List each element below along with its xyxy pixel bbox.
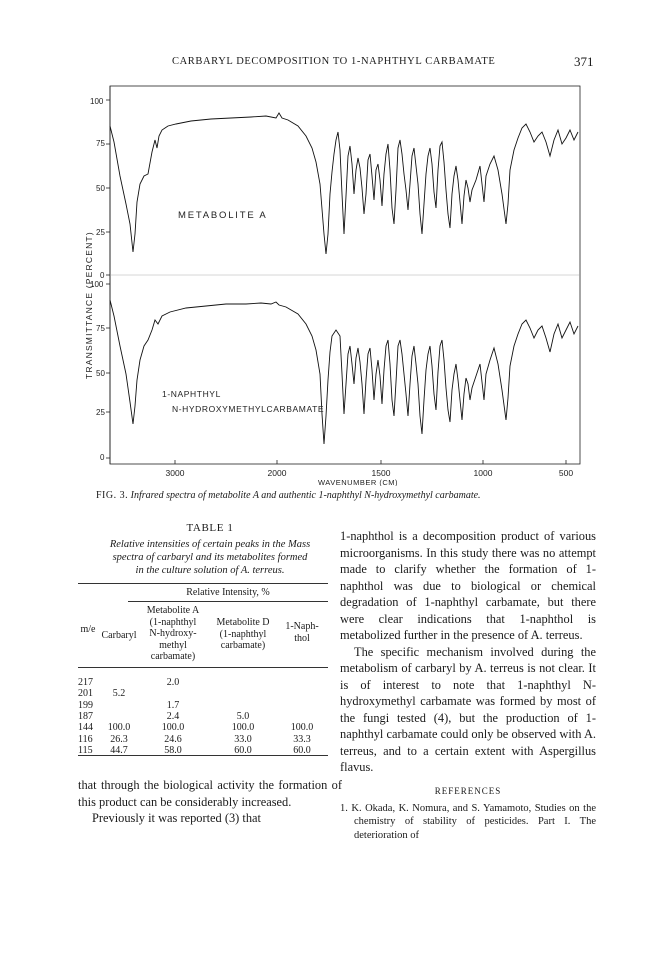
bottom-panel-label-line2: N-HYDROXYMETHYLCARBAMATE <box>172 404 325 414</box>
table-cell: 116 <box>78 733 93 745</box>
table-cell: 217 <box>78 677 93 688</box>
paragraph: Previously it was reported (3) that <box>92 811 261 825</box>
col-header-carbaryl: Carbaryl <box>101 630 137 641</box>
paragraph: 1-naphthol is a decomposition product of various microorganisms. In this study there was no attempt made to clarify whether the formation of 1-naphthol was due to biological or chemical degradation of 1-naphthyl carbamate, but there were clear indications that 1-naphthol is metabolized further in the presence of A. terreus. <box>340 529 596 642</box>
table-cell: 199 <box>78 699 93 711</box>
table-cell: 26.3 <box>110 733 128 745</box>
col-header-me: m/e <box>80 624 96 635</box>
left-body-text <box>78 777 342 827</box>
x-tick-label: 1000 <box>473 468 493 478</box>
y-tick-label: 25 <box>96 408 105 417</box>
table-cell: 2.0 <box>166 677 180 688</box>
group-header: Relative Intensity, % <box>186 587 270 598</box>
y-tick-label: 0 <box>100 453 105 462</box>
table-cell: 33.3 <box>293 733 311 745</box>
table-caption-line: in the culture solution of A. terreus. <box>135 565 285 576</box>
table-cell: 187 <box>78 710 93 722</box>
col-header-metabolite-d: Metabolite D (1-naphthyl carbamate) <box>216 617 270 651</box>
y-axis-label: TRANSMITTANCE (PERCENT) <box>84 231 94 379</box>
y-tick-label: 75 <box>96 324 105 333</box>
x-tick-label: 1500 <box>371 468 391 478</box>
table-cell: 100.0 <box>290 722 314 734</box>
running-title: CARBARYL DECOMPOSITION TO 1-NAPHTHYL CARBAMATE <box>172 56 496 67</box>
table-cell: 33.0 <box>234 733 252 745</box>
figure-caption <box>96 490 596 501</box>
top-panel-label: METABOLITE A <box>178 210 268 221</box>
reference-spectrum <box>110 300 578 444</box>
group-header-rule <box>128 601 328 602</box>
page-header <box>0 56 672 72</box>
table-cell: 58.0 <box>164 744 182 756</box>
y-tick-marks <box>106 100 110 458</box>
y-tick-label: 100 <box>90 97 104 106</box>
x-tick-label: 500 <box>558 468 574 478</box>
table-cell: 5.0 <box>236 710 250 722</box>
x-tick-label: 3000 <box>165 468 185 478</box>
col-header-naphthol: 1-Naph- thol <box>285 621 319 644</box>
mass-spectra-table <box>78 581 342 756</box>
y-tick-label: 25 <box>96 228 105 237</box>
table-caption <box>78 538 342 577</box>
page-number: 371 <box>574 54 594 69</box>
table-cell: 144 <box>78 722 93 734</box>
col-header-metabolite-a: Metabolite A (1-naphthyl N-hydroxy- methyl carbamate) <box>146 605 200 662</box>
header-bottom-rule <box>78 667 328 668</box>
table-title: TABLE 1 <box>186 522 234 534</box>
references-heading: REFERENCES <box>434 785 502 796</box>
y-tick-label: 50 <box>96 369 105 378</box>
y-tick-label: 50 <box>96 184 105 193</box>
x-tick-marks <box>175 460 566 464</box>
table-cell: 60.0 <box>234 744 252 756</box>
y-tick-label: 75 <box>96 139 105 148</box>
bottom-panel-label-line1: 1-NAPHTHYL <box>162 389 221 399</box>
table-cell: 1.7 <box>166 699 180 711</box>
metabolite-a-spectrum <box>110 113 578 254</box>
x-axis-label: WAVENUMBER (CM) <box>318 478 398 486</box>
table-cell: 100.0 <box>161 722 185 734</box>
ir-spectrum-figure <box>76 84 596 486</box>
table-caption-line: spectra of carbaryl and its metabolites formed <box>112 552 308 563</box>
x-tick-label: 2000 <box>267 468 287 478</box>
y-tick-label: 0 <box>100 271 105 280</box>
table-cell: 100.0 <box>107 722 131 734</box>
left-column <box>78 522 342 827</box>
table-cell: 201 <box>78 688 93 700</box>
table-cell: 100.0 <box>231 722 255 734</box>
caption-text: Infrared spectra of metabolite A and authentic 1-naphthyl N-hydroxymethyl carbamate. <box>130 490 481 501</box>
reference-item: 1. K. Okada, K. Nomura, and S. Yamamoto, Studies on the chemistry of stability of pesticides. Part I. The deterioration of <box>340 802 596 841</box>
x-tick-labels <box>166 468 574 478</box>
caption-prefix: FIG. 3. <box>96 490 129 501</box>
paragraph: that through the biological activity the formation of this product can be considerably increased. <box>78 778 342 809</box>
table-cell: 44.7 <box>110 744 128 756</box>
table-cell: 24.6 <box>164 733 182 745</box>
table-bottom-rule <box>78 755 328 756</box>
y-tick-label: 100 <box>90 280 104 289</box>
right-column <box>340 528 596 842</box>
table-cell: 5.2 <box>112 688 126 700</box>
table-cell: 115 <box>78 744 93 756</box>
paragraph: The specific mechanism involved during the metabolism of carbaryl by A. terreus is not clear. It is of interest to note that 1-naphthyl N-hydroxymethyl carbamate was formed by most of the fungi tested (4), but the production of 1-naphthyl carbamate could only be observed with A. terreus, and to a certain extent with Aspergillus flavus. <box>340 644 596 774</box>
table-caption-line: Relative intensities of certain peaks in the Mass <box>109 539 311 550</box>
table-cell: 2.4 <box>166 710 180 722</box>
table-top-rule <box>78 583 328 584</box>
table-cell: 60.0 <box>293 744 311 756</box>
